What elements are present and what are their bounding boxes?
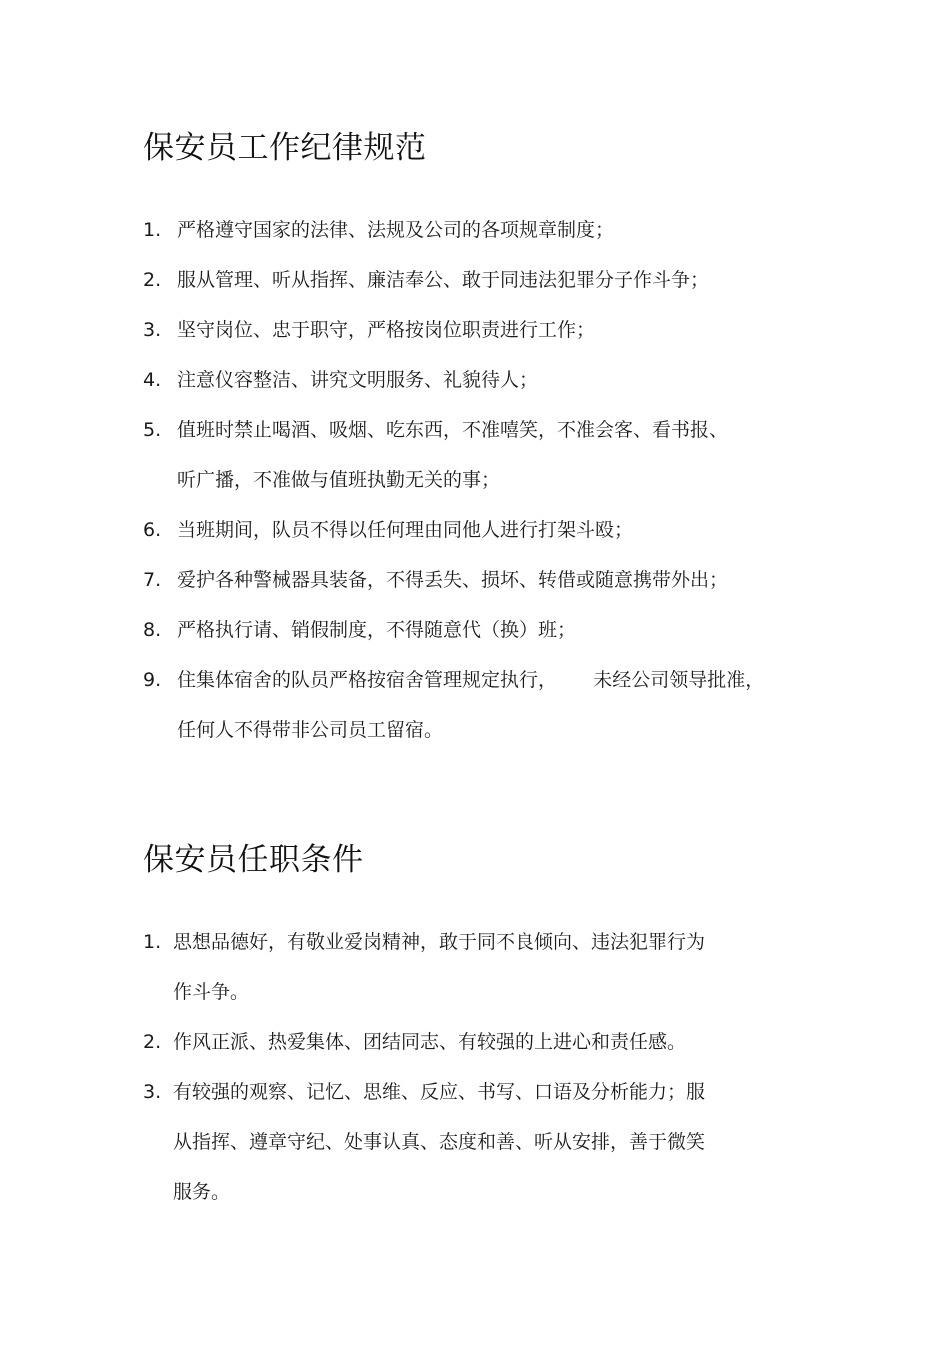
list-item [143,555,728,605]
item-line: 任何人不得带非公司员工留宿。 [177,719,444,741]
item-number: 2. [143,269,162,291]
item-number: 1. [143,931,162,953]
list-item [143,255,709,305]
list-item [143,1017,686,1067]
item-number: 2. [143,1031,162,1053]
item-line: 从指挥、遵章守纪、处事认真、态度和善、听从安排，善于微笑 [173,1131,706,1153]
item-line: 值班时禁止喝酒、吸烟、吃东西，不准嘻笑，不准会客、看书报、 [177,419,729,441]
item-number: 1. [143,219,162,241]
item-number: 5. [143,419,162,441]
list-item [143,355,538,405]
item-line: 注意仪容整洁、讲究文明服务、礼貌待人； [177,369,539,391]
item-line: 当班期间，队员不得以任何理由同他人进行打架斗殴； [177,519,634,541]
list-item [143,405,728,505]
item-line: 服务。 [173,1181,231,1203]
item-line: 听广播，不准做与值班执勤无关的事； [177,469,501,491]
item-number: 7. [143,569,162,591]
item-line: 作风正派、热爱集体、团结同志、有较强的上进心和责任感。 [173,1031,687,1053]
item-line: 爱护各种警械器具装备，不得丢失、损坏、转借或随意携带外出； [177,569,729,591]
item-number: 9. [143,669,162,691]
item-line: 服从管理、听从指挥、廉洁奉公、敢于同违法犯罪分子作斗争； [177,269,710,291]
list-item [143,205,614,255]
list-item [143,1067,705,1217]
item-line: 有较强的观察、记忆、思维、反应、书写、口语及分析能力；服 [173,1081,706,1103]
item-number: 3. [143,319,162,341]
item-line: 严格执行请、销假制度，不得随意代（换）班； [177,619,577,641]
item-line: 住集体宿舍的队员严格按宿舍管理规定执行， 未经公司领导批准， [177,669,765,691]
list-item [143,505,633,555]
list-item [143,917,705,1017]
list-item [143,655,764,755]
list-item [143,305,595,355]
section-title-qualifications: 保安员任职条件 [143,842,364,878]
item-line: 坚守岗位、忠于职守，严格按岗位职责进行工作； [177,319,596,341]
item-number: 6. [143,519,162,541]
item-number: 4. [143,369,162,391]
item-line: 思想品德好，有敬业爱岗精神，敢于同不良倾向、违法犯罪行为 [173,931,706,953]
item-number: 3. [143,1081,162,1103]
item-line: 作斗争。 [173,981,250,1003]
item-number: 8. [143,619,162,641]
section-title-discipline: 保安员工作纪律规范 [143,130,427,166]
list-item [143,605,576,655]
item-line: 严格遵守国家的法律、法规及公司的各项规章制度； [177,219,615,241]
